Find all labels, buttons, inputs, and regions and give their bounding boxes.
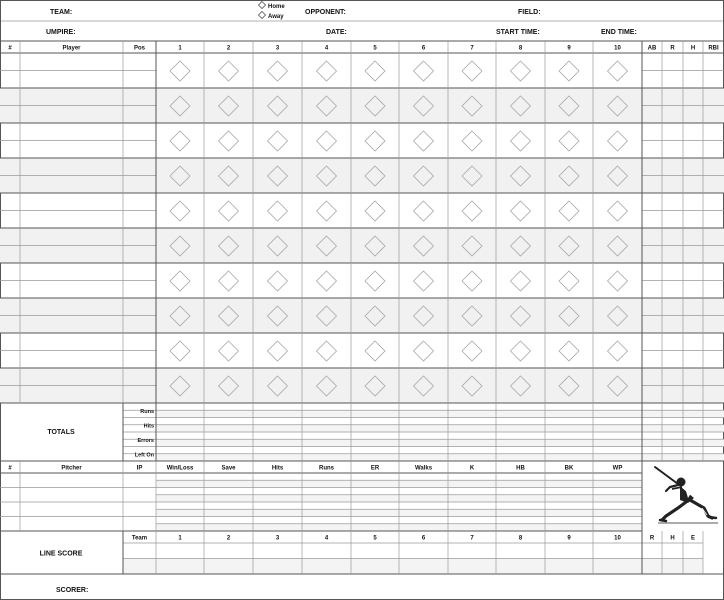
away-label: Away <box>268 14 284 20</box>
at-bat-diamond[interactable] <box>317 131 337 151</box>
totals-shade <box>156 410 724 417</box>
at-bat-diamond[interactable] <box>365 341 385 361</box>
scorer-label: SCORER: <box>56 587 89 594</box>
pitching-column-header: # <box>8 465 12 472</box>
at-bat-diamond[interactable] <box>608 61 628 81</box>
at-bat-diamond[interactable] <box>559 131 579 151</box>
at-bat-diamond[interactable] <box>170 201 190 221</box>
at-bat-diamond[interactable] <box>170 271 190 291</box>
pitching-column-header: BK <box>564 465 574 472</box>
at-bat-diamond[interactable] <box>414 201 434 221</box>
batting-column-header: Pos <box>133 45 146 52</box>
at-bat-diamond[interactable] <box>170 341 190 361</box>
batting-column-header: 3 <box>275 45 280 52</box>
line-score-column-header: Team <box>131 535 148 542</box>
at-bat-diamond[interactable] <box>219 271 239 291</box>
home-option[interactable] <box>259 2 286 11</box>
batting-grid <box>0 41 724 403</box>
at-bat-diamond[interactable] <box>219 61 239 81</box>
at-bat-diamond[interactable] <box>170 61 190 81</box>
at-bat-diamond[interactable] <box>559 201 579 221</box>
batting-column-header: AB <box>647 45 657 52</box>
at-bat-diamond[interactable] <box>559 341 579 361</box>
line-score-column-header: 1 <box>178 535 182 542</box>
opponent-label: OPPONENT: <box>305 9 346 16</box>
at-bat-diamond[interactable] <box>365 61 385 81</box>
date-label: DATE: <box>326 29 347 36</box>
at-bat-diamond[interactable] <box>608 131 628 151</box>
line-score-column-header: 10 <box>614 535 621 542</box>
umpire-label: UMPIRE: <box>46 29 76 36</box>
team-label: TEAM: <box>50 9 73 16</box>
at-bat-diamond[interactable] <box>365 201 385 221</box>
totals-shade <box>156 439 724 446</box>
pitching-column-header: ER <box>370 465 380 472</box>
field-label: FIELD: <box>518 9 541 16</box>
at-bat-diamond[interactable] <box>511 341 531 361</box>
line-score-column-header: 9 <box>567 535 571 542</box>
totals-row-label: Errors <box>137 438 154 444</box>
batting-column-header: 2 <box>226 45 231 52</box>
totals-row-label: Hits <box>143 423 154 430</box>
totals-shade <box>156 454 724 461</box>
batting-column-header: 6 <box>421 45 426 52</box>
away-option[interactable] <box>259 12 285 21</box>
pitching-column-header: Win/Loss <box>166 465 194 472</box>
totals-row-label: Left On <box>134 452 154 459</box>
at-bat-diamond[interactable] <box>365 131 385 151</box>
batting-column-header: 10 <box>614 45 621 52</box>
at-bat-diamond[interactable] <box>414 341 434 361</box>
diamond-option-icon[interactable] <box>259 2 266 9</box>
at-bat-diamond[interactable] <box>317 61 337 81</box>
batter-swing-icon <box>655 467 718 523</box>
pitching-column-header: IP <box>136 465 143 472</box>
at-bat-diamond[interactable] <box>608 201 628 221</box>
at-bat-diamond[interactable] <box>608 341 628 361</box>
line-score-column-header: 4 <box>324 535 329 542</box>
batting-column-header: 1 <box>178 45 182 52</box>
totals-label: TOTALS <box>47 429 75 436</box>
at-bat-diamond[interactable] <box>608 271 628 291</box>
at-bat-diamond[interactable] <box>317 201 337 221</box>
line-score-column-header: 7 <box>470 535 474 542</box>
at-bat-diamond[interactable] <box>511 201 531 221</box>
at-bat-diamond[interactable] <box>268 61 288 81</box>
at-bat-diamond[interactable] <box>170 131 190 151</box>
batting-column-header: Player <box>62 45 81 52</box>
at-bat-diamond[interactable] <box>365 271 385 291</box>
at-bat-diamond[interactable] <box>219 201 239 221</box>
at-bat-diamond[interactable] <box>268 271 288 291</box>
at-bat-diamond[interactable] <box>462 271 482 291</box>
at-bat-diamond[interactable] <box>462 61 482 81</box>
pitching-column-header: Save <box>221 465 236 472</box>
at-bat-diamond[interactable] <box>268 131 288 151</box>
batting-column-header: 7 <box>470 45 474 52</box>
line-score-column-header: E <box>690 535 696 542</box>
line-score-column-header: H <box>670 535 675 542</box>
batting-column-header: 8 <box>518 45 523 52</box>
at-bat-diamond[interactable] <box>317 271 337 291</box>
totals-row-label: Runs <box>140 409 154 415</box>
batting-column-header: # <box>8 45 12 52</box>
at-bat-diamond[interactable] <box>414 61 434 81</box>
at-bat-diamond[interactable] <box>462 201 482 221</box>
totals-grid <box>0 403 724 461</box>
at-bat-diamond[interactable] <box>219 131 239 151</box>
at-bat-diamond[interactable] <box>268 341 288 361</box>
line-score-column-header: R <box>649 535 655 542</box>
pitching-column-header: Pitcher <box>61 465 82 472</box>
at-bat-diamond[interactable] <box>414 271 434 291</box>
totals-shade <box>156 425 724 432</box>
footer <box>0 587 724 600</box>
line-score-grid <box>0 531 724 574</box>
at-bat-diamond[interactable] <box>317 341 337 361</box>
line-score-column-header: 8 <box>518 535 523 542</box>
line-score-label: LINE SCORE <box>39 550 83 558</box>
pitching-column-header: HB <box>516 465 525 472</box>
batting-column-header: 9 <box>567 45 571 52</box>
at-bat-diamond[interactable] <box>462 341 482 361</box>
at-bat-diamond[interactable] <box>511 271 531 291</box>
at-bat-diamond[interactable] <box>511 61 531 81</box>
line-score-column-header: 6 <box>421 535 426 542</box>
batting-column-header: 5 <box>373 45 377 52</box>
at-bat-diamond[interactable] <box>559 61 579 81</box>
pitching-column-header: Runs <box>319 465 334 472</box>
batting-column-header: H <box>690 45 696 52</box>
line-score-shade <box>123 559 703 575</box>
pitching-column-header: WP <box>612 465 623 472</box>
batting-column-header: 4 <box>324 45 329 52</box>
line-score-column-header: 3 <box>275 535 280 542</box>
pitching-column-header: K <box>469 465 475 472</box>
at-bat-diamond[interactable] <box>268 201 288 221</box>
at-bat-diamond[interactable] <box>511 131 531 151</box>
diamond-option-icon[interactable] <box>259 12 266 19</box>
pitching-grid <box>0 461 642 531</box>
at-bat-diamond[interactable] <box>414 131 434 151</box>
line-score-column-header: 5 <box>373 535 377 542</box>
at-bat-diamond[interactable] <box>219 341 239 361</box>
pitching-column-header: Hits <box>271 465 284 472</box>
batting-column-header: R <box>670 45 675 52</box>
home-label: Home <box>268 4 285 10</box>
start-time-label: START TIME: <box>496 29 540 36</box>
at-bat-diamond[interactable] <box>462 131 482 151</box>
line-score-column-header: 2 <box>226 535 231 542</box>
batting-column-header: RBI <box>708 45 719 52</box>
pitching-column-header: Walks <box>414 465 433 472</box>
at-bat-diamond[interactable] <box>559 271 579 291</box>
end-time-label: END TIME: <box>601 29 637 36</box>
